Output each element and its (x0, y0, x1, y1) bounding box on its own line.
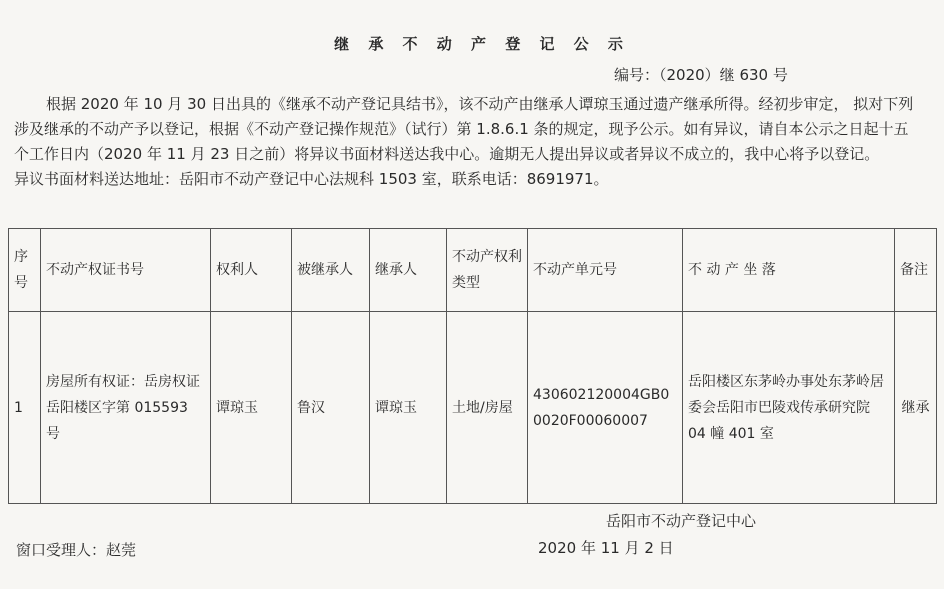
cell-right-type: 土地/房屋 (447, 312, 528, 504)
issue-date: 2020 年 11 月 2 日 (538, 539, 674, 557)
notice-paragraph: 根据 2020 年 10 月 30 日出具的《继承不动产登记具结书》，该不动产由继承人谭琼玉通过遗产继承所得。经初步审定， 拟对下列涉及继承的不动产予以登记，根据《不动产登记操作规范》（试行）第 1.8.6.1 条的规定，现予公示。如有异议，请自本公示之日起十五个工作日内（2020 年 11 月 23 日之前）将异议书面材料送达我中心。逾期无人提出异议或者异议不成立的，我中心将予以登记。 (14, 95, 914, 163)
cell-index: 1 (9, 312, 41, 504)
col-header-heir: 继承人 (370, 229, 447, 312)
col-header-owner: 权利人 (211, 229, 292, 312)
cell-certificate: 房屋所有权证：岳房权证岳阳楼区字第 015593 号 (41, 312, 211, 504)
col-header-location: 不 动 产 坐 落 (683, 229, 895, 312)
cell-owner: 谭琼玉 (211, 312, 292, 504)
cell-remarks: 继承 (895, 312, 937, 504)
cell-heir: 谭琼玉 (370, 312, 447, 504)
col-header-index: 序号 (9, 229, 41, 312)
document-number: 编号：（2020）继 630 号 (614, 66, 788, 84)
issuer-name: 岳阳市不动产登记中心 (606, 512, 757, 530)
col-header-certificate: 不动产权证书号 (41, 229, 211, 312)
cell-location: 岳阳楼区东茅岭办事处东茅岭居委会岳阳市巴陵戏传承研究院 04 幢 401 室 (683, 312, 895, 504)
objection-address: 异议书面材料送达地址：岳阳市不动产登记中心法规科 1503 室，联系电话：8691971。 (14, 170, 609, 188)
notice-title: 继 承 不 动 产 登 记 公 示 (334, 35, 630, 53)
col-header-decedent: 被继承人 (292, 229, 370, 312)
col-header-right-type: 不动产权利类型 (447, 229, 528, 312)
col-header-unit-number: 不动产单元号 (528, 229, 683, 312)
col-header-remarks: 备注 (895, 229, 937, 312)
table-header-row (9, 229, 937, 312)
cell-decedent: 鲁汉 (292, 312, 370, 504)
notice-body (14, 92, 916, 192)
property-table (8, 228, 937, 504)
table-row (9, 312, 937, 504)
window-clerk: 窗口受理人：赵莞 (16, 541, 137, 559)
cell-unit-number: 430602120004GB00020F00060007 (528, 312, 683, 504)
